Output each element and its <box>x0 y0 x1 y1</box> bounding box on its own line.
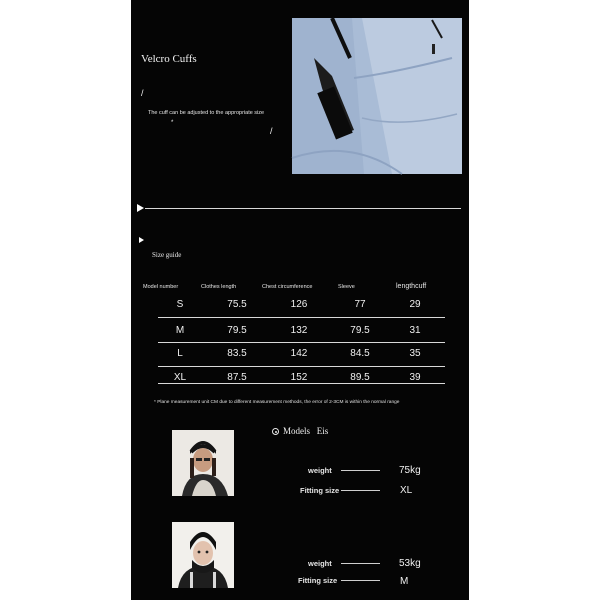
size-guide-arrow-icon <box>139 237 144 243</box>
measurement-note: * Plane measurement unit CM due to different measurement methods, the error of 2-3CM is within the normal range <box>154 400 400 405</box>
cell-sleeve: 77 <box>354 299 366 310</box>
model-photo <box>172 522 234 588</box>
table-row <box>158 372 445 383</box>
section-arrow-icon <box>137 204 144 212</box>
model-weight-label: weight <box>308 466 332 475</box>
feature-star: * <box>171 120 174 126</box>
model-weight-value: 75kg <box>399 465 421 476</box>
stat-divider <box>341 563 380 564</box>
cell-cuff: 35 <box>409 348 421 359</box>
cell-length: 83.5 <box>227 348 247 359</box>
cell-chest: 126 <box>290 299 308 310</box>
stat-divider <box>341 470 380 471</box>
row-divider <box>158 342 445 343</box>
col-header-clothes-length: Clothes length <box>201 284 237 290</box>
cell-length: 75.5 <box>227 299 247 310</box>
size-guide-title: Size guide <box>152 251 182 259</box>
feature-title: Velcro Cuffs <box>141 53 197 65</box>
cell-size: S <box>176 299 184 310</box>
cell-cuff: 31 <box>409 325 421 336</box>
section-divider <box>145 208 461 209</box>
col-header-model-number: Model number <box>143 284 179 290</box>
cell-cuff: 29 <box>409 299 421 310</box>
models-heading-label: Models <box>283 426 310 436</box>
cell-sleeve: 79.5 <box>350 325 370 336</box>
model-portrait-illustration <box>172 430 234 496</box>
model-name: Eis <box>316 426 329 436</box>
table-row <box>158 299 445 313</box>
cuff-photo <box>292 18 462 174</box>
cell-size: M <box>175 325 185 336</box>
model-weight-value: 53kg <box>399 558 421 569</box>
model-fit-label: Fitting size <box>298 576 338 585</box>
stat-divider <box>341 490 380 491</box>
jacket-cuff-illustration <box>292 18 462 174</box>
col-header-lengthcuff: lengthcuff <box>396 283 427 290</box>
cell-chest: 152 <box>290 372 308 383</box>
cell-length: 87.5 <box>227 372 247 383</box>
col-header-sleeve: Sleeve <box>338 284 355 290</box>
table-row <box>158 348 445 368</box>
radio-dot-icon <box>272 428 279 435</box>
stat-divider <box>341 580 380 581</box>
feature-slash-right: / <box>270 126 273 136</box>
cell-length: 79.5 <box>227 325 247 336</box>
model-photo <box>172 430 234 496</box>
feature-slash-left: / <box>141 88 144 98</box>
cell-cuff: 39 <box>409 372 421 383</box>
row-divider <box>158 366 445 367</box>
cell-chest: 132 <box>290 325 308 336</box>
cell-sleeve: 89.5 <box>350 372 370 383</box>
model-fit-value: XL <box>400 485 413 496</box>
model-fit-value: M <box>400 576 409 587</box>
col-header-chest: Chest circumference <box>262 284 313 290</box>
cell-chest: 142 <box>290 348 308 359</box>
model-fit-label: Fitting size <box>300 486 340 495</box>
model-portrait-illustration <box>172 522 234 588</box>
cell-sleeve: 84.5 <box>350 348 370 359</box>
row-divider <box>158 317 445 318</box>
model-weight-label: weight <box>308 559 332 568</box>
product-detail-panel <box>131 0 469 600</box>
feature-description: The cuff can be adjusted to the appropriate size <box>148 110 265 116</box>
cell-size: L <box>177 348 183 359</box>
cell-size: XL <box>173 372 187 383</box>
row-divider <box>158 383 445 384</box>
models-heading <box>283 426 328 436</box>
